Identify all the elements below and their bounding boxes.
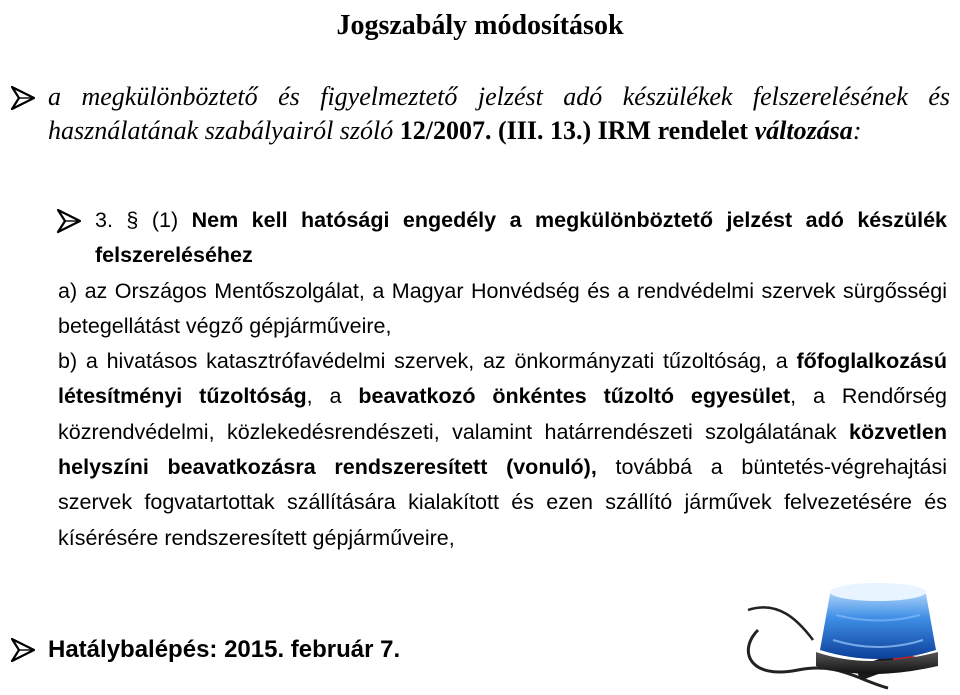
item-b-bold-3: közvetlen helyszíni beavatkozásra rendszeresített (vonuló), (58, 419, 947, 480)
bullet-amendment (48, 80, 950, 148)
amendment-colon: : (852, 116, 862, 145)
section-3-text (58, 203, 947, 556)
item-b-mid-1: , a (306, 384, 342, 409)
effective-date: Hatálybalépés: 2015. február 7. (48, 636, 401, 663)
bullet-amendment-lead: a megkülönböztető és figyelmeztető jelzést adó készülékek felszerelésének és használatának szabályairól szóló (48, 82, 950, 145)
item-b-mid-2: , a Rendőrség közrendvédelmi, közlekedésrendészeti, valamint határrendészeti szolgálatának (58, 384, 947, 444)
arrow-bullet-icon (54, 206, 84, 236)
item-b-end: továbbá a büntetés-végrehajtási szervek fogvatartottak szállítására kialakított és ezen szállító járművek felvezetésére és kísérésére rendszeresített gépjárműveire, (58, 455, 947, 550)
section-number: 3. § (1) (95, 208, 179, 232)
regulation-reference: 12/2007. (III. 13.) IRM rendelet (399, 116, 749, 145)
section-heading (95, 203, 947, 274)
item-a: a) az Országos Mentőszolgálat, a Magyar Honvédség és a rendvédelmi szervek sürgősségi betegellátást végző gépjárműveire, (58, 278, 947, 338)
item-b-bold-1: főfoglalkozású létesítményi tűzoltóság (58, 349, 947, 409)
item-b (58, 344, 947, 556)
arrow-bullet-icon (8, 635, 38, 665)
item-b-bold-2: beavatkozó önkéntes tűzoltó egyesület (358, 384, 791, 409)
page-title: Jogszabály módosítások (336, 10, 624, 41)
item-b-lead: b) a hivatásos katasztrófavédelmi szervek, az önkormányzati tűzoltóság, a (58, 349, 788, 374)
arrow-bullet-icon (8, 83, 38, 113)
amendment-word: változása (754, 116, 853, 145)
beacon-light-image (738, 570, 960, 695)
section-heading-text: Nem kell hatósági engedély a megkülönböztető jelzést adó készülék felszereléséhez (95, 208, 947, 268)
